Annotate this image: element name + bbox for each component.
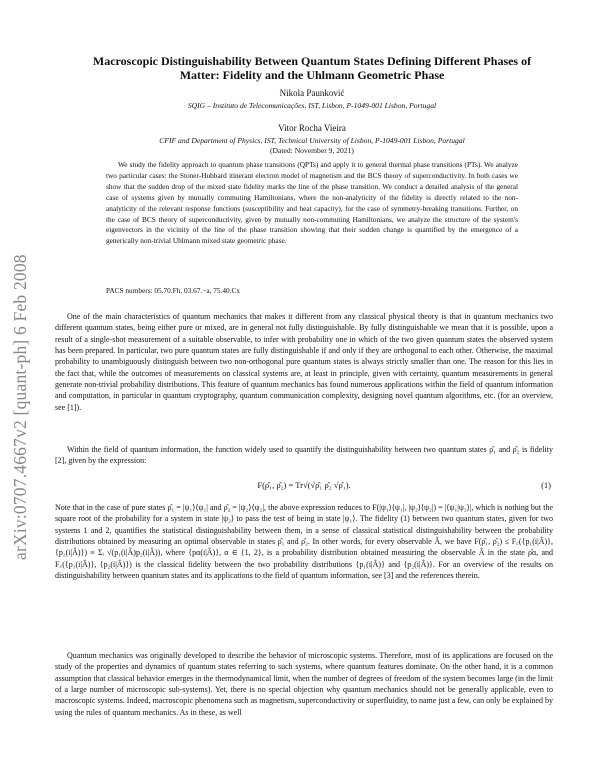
paper-date: (Dated: November 9, 2021) [270,146,354,155]
abstract: We study the fidelity approach to quantum phase transitions (QPTs) and apply it to general thermal phase transitions (PTs). We analyze two particular cases: the Stoner-Hubbard itinerant electron model of magnetism and the BCS theory of superconductivity. In both cases we show that the sudden drop of the mixed state fidelity marks the line of the phase transition. We conduct a detailed analysis of the general case of systems given by mutually commuting Hamiltonians, where the non-analyticity of the fidelity is directly related to the non-analyticity of the relevant response functions (susceptibility and heat capacity), for the case of symmetry-breaking transitions. Further, on the case of BCS theory of superconductivity, given by mutually non-commuting Hamiltonians, we analyze the structure of the system's eigenvectors in the vicinity of the line of the phase transition showing that their sudden change is quantified by the emergence of a generically non-trivial Uhlmann mixed state geometric phase. [106,160,518,246]
paragraph-fidelity-definition: Within the field of quantum information, the function widely used to quantify the distinguishability between two quantum states ρ̂₁ and ρ̂₂ is fidelity [2], given by the expression: [55,445,553,466]
fidelity-equation: F(ρ̂₁, ρ̂₂) = Tr√(√ρ̂₁ ρ̂₂ √ρ̂₁). [257,480,351,490]
arxiv-identifier: arXiv:0707.4667v2 [quant-ph] 6 Feb 2008 [10,254,30,560]
title-line-2: Matter: Fidelity and the Uhlmann Geometric Phase [179,68,445,82]
paragraph-pure-states: Note that in the case of pure states ρ̂₁ = |ψ₁⟩⟨ψ₁| and ρ̂₂ = |ψ₂⟩⟨ψ₂|, the above expression reduces to F(|ψ₁⟩⟨ψ₁|, |ψ₂⟩⟨ψ₂|) = |⟨ψ₁|ψ₂⟩|, which is nothing but the square root of the probability for a system in state |ψ₂⟩ to pass the test of being in state |ψ₁⟩. The fidelity (1) between two quantum states, given for two systems 1 and 2, quantifies the statistical distinguishability between them, in a sense of classical statistical distinguishability between the probability distributions obtained by measuring an optimal observable in states ρ̂₁ and ρ̂₂. In other words, for every observable Â, we have F(ρ̂₁, ρ̂₂) ≤ F꜀({p₁(i|Â)}, {p₂(i|Â)}) ≡ Σᵢ √(p₁(i|Â)p₂(i|Â)), where {pα(i|Â)}, α ∈ {1, 2}, is a probability distribution obtained measuring the observable Â in the state ρ̂α, and F꜀({p₁(i|Â)}, {p₂(i|Â)}) is the classical fidelity between the two probability distributions {p₁(i|Â)} and {p₂(i|Â)}. For an overview of the results on distinguishability between quantum states and its applications to the field of quantum information, see [3] and the references therein. [55,503,553,581]
equation-number: (1) [541,480,551,490]
author-1: Nikola Paunković [279,88,345,98]
author-2: Vitor Rocha Vieira [278,123,346,133]
equation-1 [55,480,553,496]
paragraph-macroscopic: Quantum mechanics was originally developed to describe the behavior of microscopic systems. Therefore, most of its applications are focused on the study of the properties and dynamics of quantum states referring to such systems, where quantum features dominate. On the other hand, it is a common assumption that classical behavior emerges in the thermodynamical limit, when the number of degrees of freedom of the system becomes large (in the limit of a large number of microscopic sub-systems). Yet, there is no special objection why quantum mechanics should not be generally applicable, even to macroscopic systems. Indeed, macroscopic phenomena such as magnetism, superconductivity or superfluidity, to name just a few, can only be explained by using the rules of quantum mechanics. As in these, as well [55,651,553,717]
title-line-1: Macroscopic Distinguishability Between Quantum States Defining Different Phases of [92,54,532,68]
pacs-numbers: PACS numbers: 05.70.Fh, 03.67.−a, 75.40.Cx [106,286,240,295]
paper-title [62,54,562,82]
paragraph-intro: One of the main characteristics of quantum mechanics that makes it different from any classical physical theory is that in quantum mechanics two different quantum states, being either pure or mixed, are in general not fully distinguishable. By fully distinguishable we mean that it is possible, upon a result of a single-shot measurement of a suitable observable, to infer with probability one in which of the two given quantum states the observed system has been prepared. In particular, two pure quantum states are fully distinguishable if and only if they are orthogonal to each other. Otherwise, the maximal probability to unambiguously distinguish between two non-orthogonal pure quantum states is always strictly smaller than one. The reason for this lies in the fact that, while the outcomes of measurements on classical systems are, at least in principle, given with certainty, quantum measurements in general generate non-trivial probability distributions. This feature of quantum mechanics has found numerous applications within the field of quantum information and computation, in particular in quantum cryptography, quantum communication complexity, designing novel quantum algorithms, etc. (for an overview, see [1]). [55,312,553,412]
affiliation-2: CFIF and Department of Physics, IST, Technical University of Lisbon, P-1049-001 Lisbon, Portugal [159,136,465,145]
affiliation-1: SQIG – Instituto de Telecomunicações, IST, Lisbon, P-1049-001 Lisbon, Portugal [187,101,437,110]
